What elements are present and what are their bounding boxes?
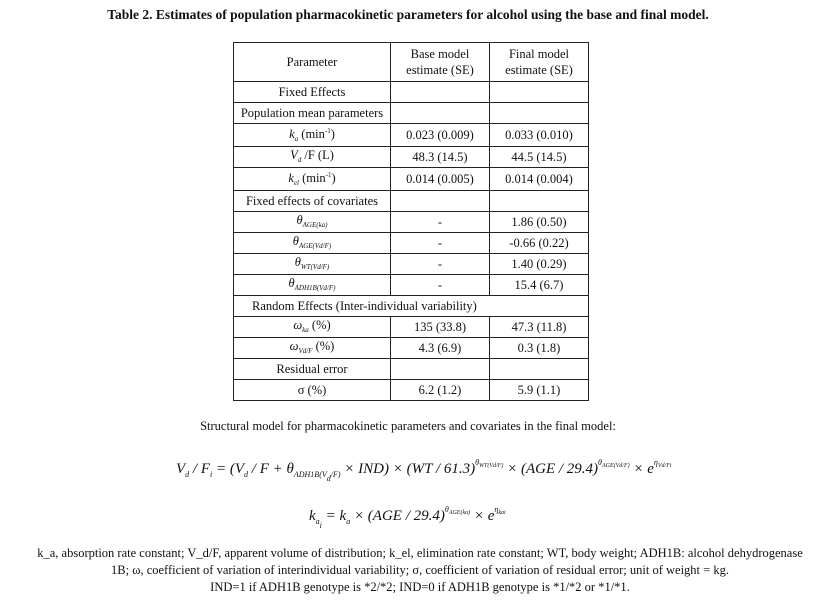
cell-final	[490, 82, 589, 103]
cell-final: 0.014 (0.004)	[490, 168, 589, 191]
cell-base: 0.014 (0.005)	[391, 168, 490, 191]
table-row-fixed-effects	[234, 82, 589, 103]
cell-final	[490, 191, 589, 212]
table-row-kel	[234, 168, 589, 191]
footnote-abbreviations: k_a, absorption rate constant; V_d/F, apparent volume of distribution; k_el, elimination rate constant; WT, body weight; ADH1B: alcohol dehydrogenase 1B; ω, coefficient of variation of interindividual variability; σ, coefficient of variation of residual error; unit of weight = kg.	[37, 546, 803, 577]
row-label-omega-vd: $\omega_{Vd/F}$ (%)	[234, 338, 391, 359]
cell-final	[490, 359, 589, 380]
row-label-omega-ka: $\omega_{ka}$ (%)	[234, 317, 391, 338]
parameter-table	[233, 42, 589, 401]
cell-base	[391, 359, 490, 380]
cell-base: 6.2 (1.2)	[391, 380, 490, 401]
cell-final	[490, 103, 589, 124]
row-label: Population mean parameters	[234, 103, 391, 124]
row-label-theta-wt-vd: $\theta_{WT(Vd/F)}$	[234, 254, 391, 275]
row-label: Residual error	[234, 359, 391, 380]
table-row-fixed-covariates	[234, 191, 589, 212]
table-row-sigma	[234, 380, 589, 401]
table-row-theta-age-vd	[234, 233, 589, 254]
equation-ka: $k_{a_i} = k_a \times (AGE / 29.4)^{\theta_{AGE(ka)}} \times e^{\eta_{kai}}$	[309, 505, 506, 530]
row-label-theta-age-vd: $\theta_{AGE(Vd/F)}$	[234, 233, 391, 254]
cell-base	[391, 103, 490, 124]
table-row-population-mean	[234, 103, 589, 124]
table-row-residual-error	[234, 359, 589, 380]
table-row-theta-wt-vd	[234, 254, 589, 275]
table-row-theta-age-ka	[234, 212, 589, 233]
table-row-random-effects	[234, 296, 589, 317]
row-label-ka: $k_a$ $(\min^{-1})$	[234, 124, 391, 147]
table-row-omega-ka	[234, 317, 589, 338]
cell-base: 4.3 (6.9)	[391, 338, 490, 359]
footnote	[30, 545, 810, 596]
row-label-vd: $V_d$ /F (L)	[234, 147, 391, 168]
header-base-model: Base model estimate (SE)	[391, 43, 490, 82]
cell-final: 1.86 (0.50)	[490, 212, 589, 233]
table-header-row	[234, 43, 589, 82]
cell-final: 0.033 (0.010)	[490, 124, 589, 147]
table-caption: Table 2. Estimates of population pharmacokinetic parameters for alcohol using the base and final model.	[107, 7, 709, 22]
table-row-ka	[234, 124, 589, 147]
cell-base	[391, 82, 490, 103]
cell-final: 44.5 (14.5)	[490, 147, 589, 168]
cell-final: 15.4 (6.7)	[490, 275, 589, 296]
cell-base: -	[391, 212, 490, 233]
cell-final: 47.3 (11.8)	[490, 317, 589, 338]
cell-base: -	[391, 254, 490, 275]
cell-base: 48.3 (14.5)	[391, 147, 490, 168]
row-label-theta-adh1b-vd: $\theta_{ADH1B(Vd/F)}$	[234, 275, 391, 296]
row-label: σ (%)	[234, 380, 391, 401]
row-label: Fixed effects of covariates	[234, 191, 391, 212]
table-row-vd	[234, 147, 589, 168]
row-label-kel: $k_{el}$ $(\min^{-1})$	[234, 168, 391, 191]
table-row-omega-vd	[234, 338, 589, 359]
cell-final: 1.40 (0.29)	[490, 254, 589, 275]
row-label: Fixed Effects	[234, 82, 391, 103]
equation-vd: $V_d / F_i = (V_d / F + \theta_{ADH1B(V_d/F)} \times IND) \times (WT / 61.3)^{\theta_{WT(Vd/F)}} \times (AGE / 29.4)^{\theta_{AGE(Vd/F)}} \times e^{\eta_{Vd/Fi}}$	[176, 458, 672, 483]
header-final-model: Final model estimate (SE)	[490, 43, 589, 82]
table-row-theta-adh1b-vd	[234, 275, 589, 296]
cell-base: -	[391, 275, 490, 296]
row-label-theta-age-ka: $\theta_{AGE(ka)}$	[234, 212, 391, 233]
cell-base: 0.023 (0.009)	[391, 124, 490, 147]
structural-model-text: Structural model for pharmacokinetic parameters and covariates in the final model:	[200, 419, 616, 433]
footnote-ind-definition: IND=1 if ADH1B genotype is *2/*2; IND=0 if ADH1B genotype is *1/*2 or *1/*1.	[210, 580, 630, 594]
cell-base: 135 (33.8)	[391, 317, 490, 338]
cell-final: 0.3 (1.8)	[490, 338, 589, 359]
cell-base: -	[391, 233, 490, 254]
row-label-random-effects: Random Effects (Inter-individual variability)	[234, 296, 589, 317]
cell-final: -0.66 (0.22)	[490, 233, 589, 254]
cell-final: 5.9 (1.1)	[490, 380, 589, 401]
cell-base	[391, 191, 490, 212]
header-parameter: Parameter	[234, 43, 391, 82]
